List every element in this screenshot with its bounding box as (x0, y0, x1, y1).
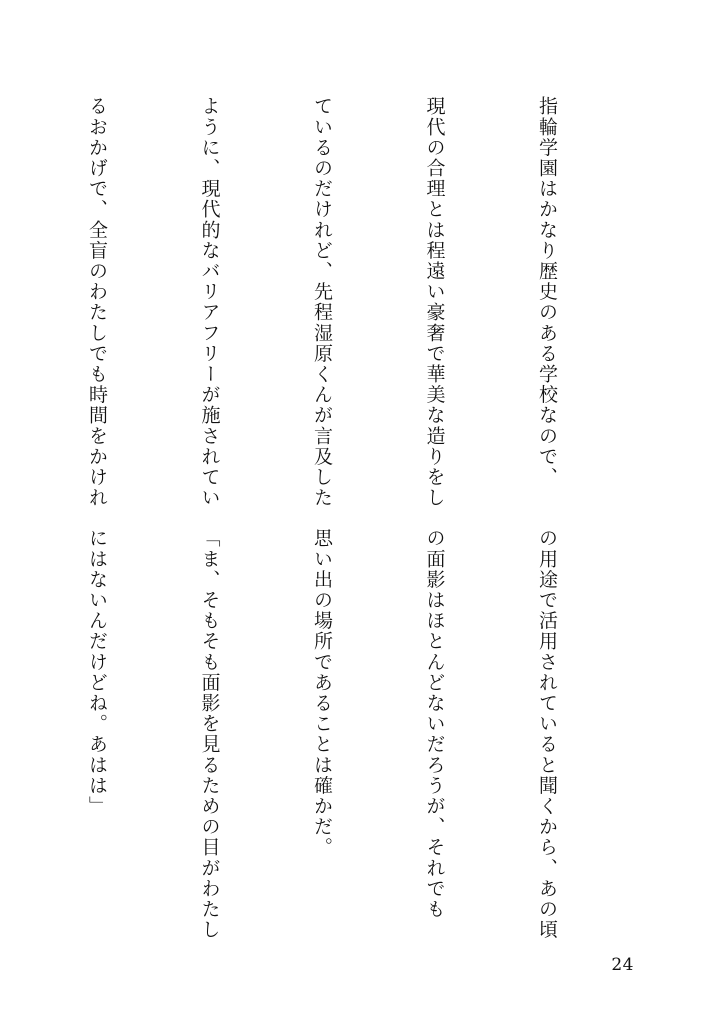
text-block-lower (86, 528, 640, 940)
text-line (0, 528, 3, 938)
page-number: 24 (611, 955, 634, 975)
text-line: 現代の合理とは程遠い豪奢で華美な造りをし (423, 96, 446, 508)
text-line: ているのだけれど、先程湿原くんが言及した (311, 96, 333, 508)
text-line: 「ま、そもそも面影を見るための目がわたし (198, 528, 221, 940)
text-line: の面影はほとんどないだろうが、それでも (423, 528, 446, 920)
text-line: の用途で活用されていると聞くから、あの頃 (536, 528, 558, 940)
text-line: ように、現代的なバリアフリーが施されてい (198, 96, 221, 508)
text-line: 指輪学園はかなり歴史のある学校なので、 (536, 96, 558, 488)
text-line (0, 96, 3, 500)
text-line: るおかげで、全盲のわたしでも時間をかけれ (86, 96, 108, 508)
text-block-upper (86, 96, 640, 508)
text-line: 思い出の場所であることは確かだ。 (311, 528, 333, 858)
text-line: にはないんだけどね。あはは」 (86, 528, 108, 817)
